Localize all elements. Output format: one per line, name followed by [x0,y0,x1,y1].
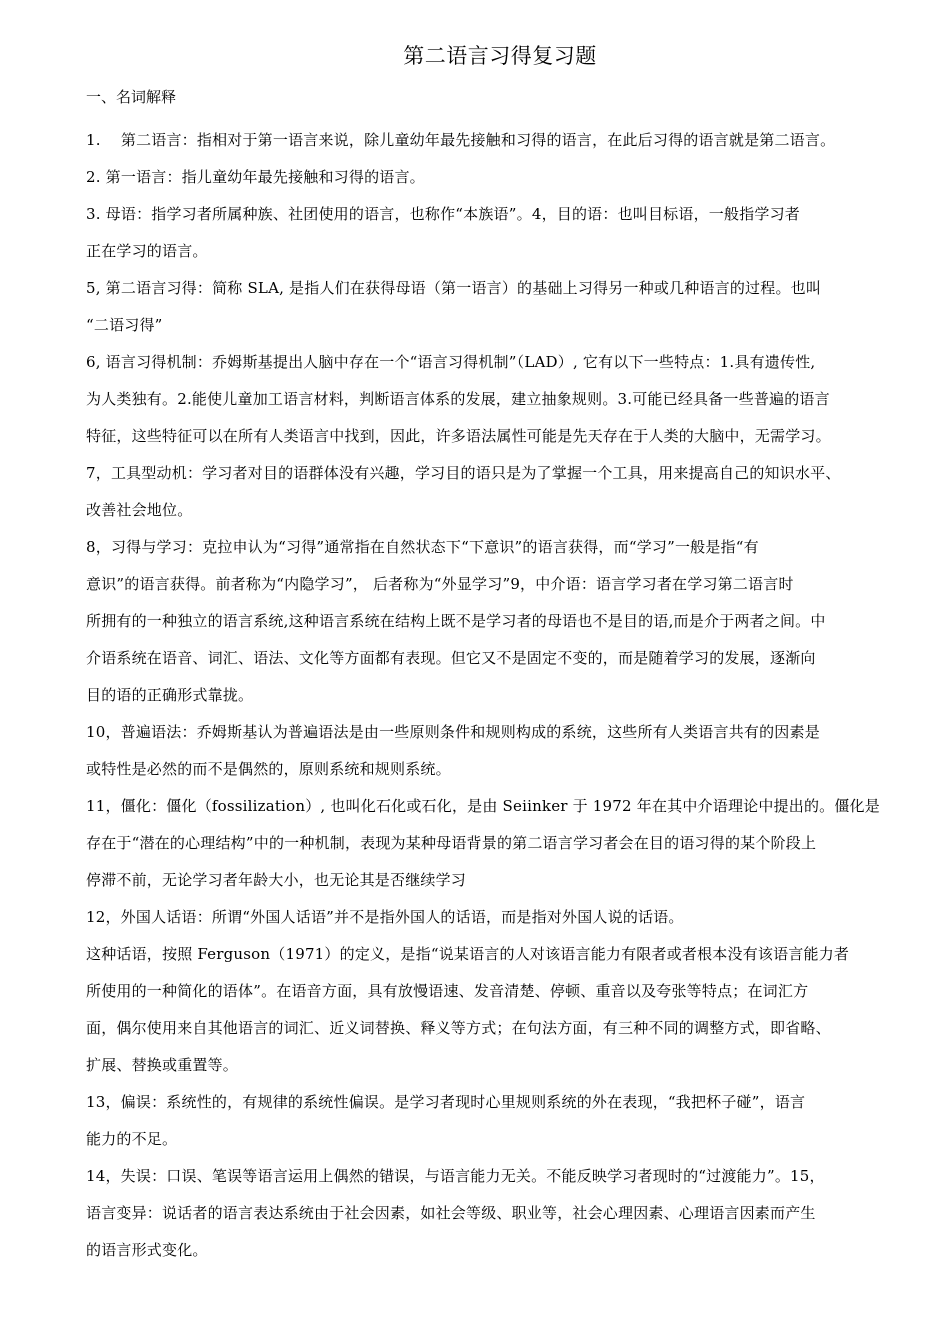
page-title: 第二语言习得复习题 [403,44,597,68]
text-line: 目的语的正确形式靠拢。 [86,686,254,704]
text-line: 正在学习的语言。 [86,242,208,260]
section-heading: 一、名词解释 [86,88,177,106]
text-line: 为人类独有。2.能使儿童加工语言材料，判断语言体系的发展，建立抽象规则。3.可能已经具备一些普遍的语言 [86,390,830,408]
text-line: 11，僵化：僵化（fossilization）, 也叫化石化或石化，是由 Seiinker 于 1972 年在其中介语理论中提出的。僵化是 [86,797,880,815]
text-line: 1. 第二语言：指相对于第一语言来说，除儿童幼年最先接触和习得的语言，在此后习得的语言就是第二语言。 [86,131,836,149]
text-line: 扩展、替换或重置等。 [86,1056,239,1074]
text-line: 13，偏误：系统性的，有规律的系统性偏误。是学习者现时心里规则系统的外在表现，“我把杯子碰”，语言 [86,1093,806,1111]
text-line: 3. 母语：指学习者所属种族、社团使用的语言，也称作“本族语”。4，目的语：也叫目标语，一般指学习者 [86,205,800,223]
text-line: 或特性是必然的而不是偶然的，原则系统和规则系统。 [86,760,451,778]
document-body [86,122,916,1269]
text-line: 7，工具型动机：学习者对目的语群体没有兴趣，学习目的语只是为了掌握一个工具，用来提高自己的知识水平、 [86,464,841,482]
text-line: 介语系统在语音、词汇、语法、文化等方面都有表现。但它又不是固定不变的，而是随着学习的发展，逐渐向 [86,649,816,667]
text-line: 能力的不足。 [86,1130,178,1148]
text-line: 特征，这些特征可以在所有人类语言中找到，因此，许多语法属性可能是先天存在于人类的大脑中，无需学习。 [86,427,831,445]
text-line: 存在于“潜在的心理结构”中的一种机制，表现为某种母语背景的第二语言学习者会在目的语习得的某个阶段上 [86,834,817,852]
text-line: 6, 语言习得机制：乔姆斯基提出人脑中存在一个“语言习得机制”（LAD）, 它有以下一些特点：1.具有遗传性, [86,353,816,371]
text-line: 10，普遍语法：乔姆斯基认为普遍语法是由一些原则条件和规则构成的系统，这些所有人类语言共有的因素是 [86,723,820,741]
text-line: 所使用的一种简化的语体”。在语音方面，具有放慢语速、发音清楚、停顿、重音以及夸张等特点；在词汇方 [86,982,809,1000]
text-line: 改善社会地位。 [86,501,193,519]
text-line: 所拥有的一种独立的语言系统,这种语言系统在结构上既不是学习者的母语也不是目的语,而是介于两者之间。中 [86,612,826,630]
text-line: 语言变异：说话者的语言表达系统由于社会因素，如社会等级、职业等，社会心理因素、心理语言因素而产生 [86,1204,816,1222]
text-line: 面，偶尔使用来自其他语言的词汇、近义词替换、释义等方式；在句法方面，有三种不同的调整方式，即省略、 [86,1019,831,1037]
text-line: 12，外国人话语：所谓“外国人话语”并不是指外国人的话语，而是指对外国人说的话语。 [86,908,684,926]
text-line: 2. 第一语言：指儿童幼年最先接触和习得的语言。 [86,168,425,186]
text-line: 8，习得与学习：克拉申认为“习得”通常指在自然状态下“下意识”的语言获得，而“学习”一般是指“有 [86,538,759,556]
text-line: 意识”的语言获得。前者称为“内隐学习”， 后者称为“外显学习”9，中介语：语言学习者在学习第二语言时 [86,575,794,593]
text-line: 5, 第二语言习得：简称 SLA, 是指人们在获得母语（第一语言）的基础上习得另一种或几种语言的过程。也叫 [86,279,822,297]
text-line: “二语习得” [86,316,163,334]
text-line: 停滞不前，无论学习者年龄大小，也无论其是否继续学习 [86,871,467,889]
text-line: 这种话语，按照 Ferguson（1971）的定义，是指“说某语言的人对该语言能力有限者或者根本没有该语言能力者 [86,945,850,963]
text-line: 14，失误：口误、笔误等语言运用上偶然的错误，与语言能力无关。不能反映学习者现时的“过渡能力”。15， [86,1167,825,1185]
text-line: 的语言形式变化。 [86,1241,208,1259]
